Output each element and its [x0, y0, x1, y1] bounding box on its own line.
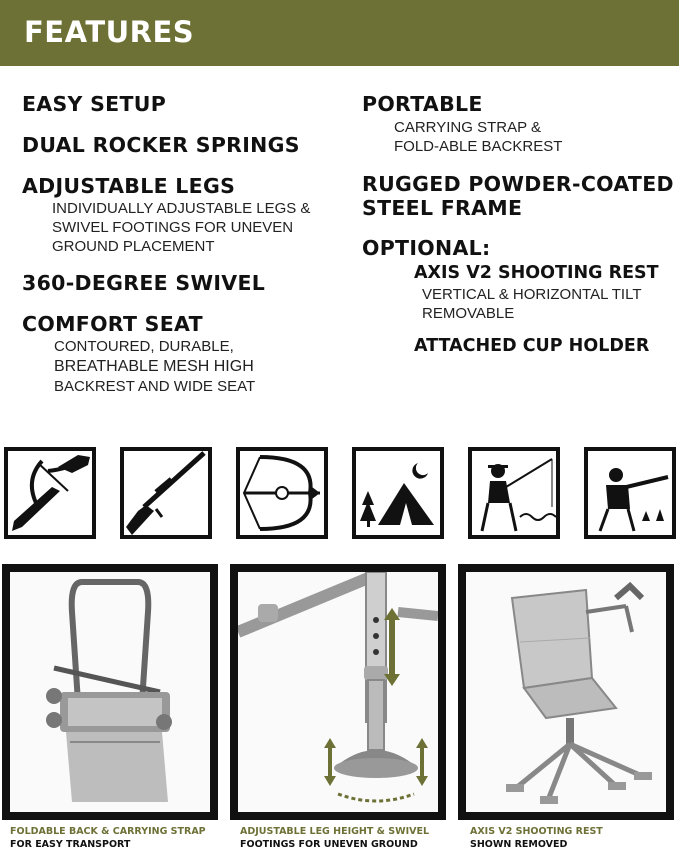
camping-tent-icon [352, 447, 444, 539]
caption-shooting-rest-line2: SHOWN REMOVED [470, 839, 568, 850]
feature-adjustable-legs: ADJUSTABLE LEGS [22, 174, 236, 198]
feature-steel-frame: RUGGED POWDER-COATED [362, 172, 674, 196]
feature-portable: PORTABLE [362, 92, 483, 116]
feature-shooting-rest-line: VERTICAL & HORIZONTAL TILT [422, 286, 642, 303]
feature-dual-rocker-springs: DUAL ROCKER SPRINGS [22, 133, 300, 157]
features-banner [0, 0, 679, 66]
feature-shooting-rest: AXIS V2 SHOOTING REST [414, 263, 659, 283]
banner-title: FEATURES [24, 15, 195, 49]
caption-adjustable-leg-line2: FOOTINGS FOR UNEVEN GROUND [240, 839, 418, 850]
feature-steel-frame-line2: STEEL FRAME [362, 196, 523, 220]
feature-cup-holder: ATTACHED CUP HOLDER [414, 336, 650, 356]
rifle-icon [120, 447, 212, 539]
feature-optional: OPTIONAL: [362, 236, 491, 260]
feature-adjustable-legs-line: GROUND PLACEMENT [52, 238, 215, 255]
caption-folded-chair-line2: FOR EASY TRANSPORT [10, 839, 131, 850]
caption-folded-chair-line1: FOLDABLE BACK & CARRYING STRAP [10, 826, 206, 837]
caption-adjustable-leg-line1: ADJUSTABLE LEG HEIGHT & SWIVEL [240, 826, 430, 837]
feature-portable-line: FOLD-ABLE BACKREST [394, 138, 563, 155]
folded-chair-photo [2, 564, 218, 820]
caption-shooting-rest-line1: AXIS V2 SHOOTING REST [470, 826, 603, 837]
crossbow-icon [4, 447, 96, 539]
feature-comfort-seat-line: BACKREST AND WIDE SEAT [54, 378, 256, 395]
feature-shooting-rest-line: REMOVABLE [422, 305, 515, 322]
fishing-icon [468, 447, 560, 539]
shooting-rest-photo [458, 564, 674, 820]
feature-comfort-seat: COMFORT SEAT [22, 312, 203, 336]
shooting-icon [584, 447, 676, 539]
feature-adjustable-legs-line: INDIVIDUALLY ADJUSTABLE LEGS & [52, 200, 311, 217]
feature-easy-setup: EASY SETUP [22, 92, 167, 116]
feature-adjustable-legs-line: SWIVEL FOOTINGS FOR UNEVEN [52, 219, 294, 236]
feature-comfort-seat-line: BREATHABLE MESH HIGH [54, 358, 254, 375]
feature-comfort-seat-line: CONTOURED, DURABLE, [54, 338, 234, 355]
bow-icon [236, 447, 328, 539]
feature-360-swivel: 360-DEGREE SWIVEL [22, 271, 266, 295]
adjustable-leg-photo [230, 564, 446, 820]
feature-portable-line: CARRYING STRAP & [394, 119, 541, 136]
